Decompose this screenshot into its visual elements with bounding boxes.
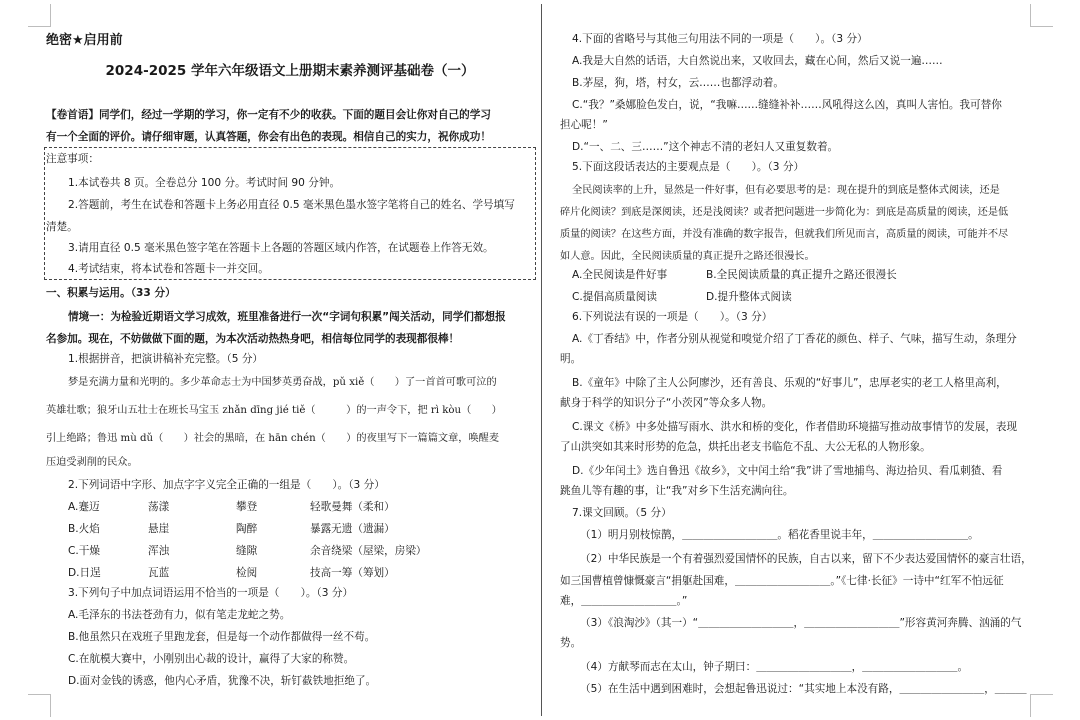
q2-option-word: 陶醉 (236, 523, 258, 535)
notice-line: 2.答题前，考生在试卷和答题卡上务必用直径 0.5 毫米黑色墨水签字笔将自己的姓名、学号填写 (68, 199, 515, 211)
q2-option-word: 暴露无遗（遗漏） (310, 523, 395, 535)
page-title: 2024-2025 学年六年级语文上册期末素养测评基础卷（一） (105, 63, 475, 79)
passage-line: 引上绝路；鲁迅 mù dǔ（ ）社会的黑暗，在 hān chén（ ）的夜里写下一篇篇文章，唤醒麦 (46, 433, 500, 444)
notice-box (44, 147, 536, 280)
q2-option-word: 浑浊 (148, 545, 170, 557)
q2-option-word: 余音绕梁（屋梁，房梁） (310, 545, 427, 557)
scene-line: 情境一：为检验近期语文学习成效，班里准备进行一次“字词句积累”闯关活动，同学们都想报 (68, 311, 506, 323)
q2-option-label: A.蹇迈 (68, 501, 100, 513)
notice-line: 3.请用直径 0.5 毫米黑色签字笔在答题卡上各题的答题区域内作答，在试题卷上作答无效。 (68, 242, 494, 254)
question-stem: 3.下列句子中加点词语运用不恰当的一项是（ ）。（3 分） (68, 587, 354, 599)
section-heading: 一、积累与运用。（33 分） (46, 287, 176, 299)
notice-heading: 注意事项： (46, 153, 99, 165)
column-divider (541, 4, 542, 716)
option-a: A.全民阅读是件好事 (572, 269, 668, 281)
option-d: D.提升整体式阅读 (706, 291, 792, 303)
q6-line: D.《少年闰土》选自鲁迅《故乡》，文中闰土给“我”讲了雪地捕鸟、海边拾贝、看瓜刺猹、看 (572, 465, 1003, 477)
q2-option-word: 攀登 (236, 501, 258, 513)
passage-line: 全民阅读率的上升，显然是一件好事，但有必要思考的是：现在提升的到底是整体式阅读，还是 (572, 185, 1000, 196)
q6-line: 了山洪突如其来时形势的危急，烘托出老支书临危不乱、大公无私的人物形象。 (560, 441, 931, 453)
notice-line: 1.本试卷共 8 页。全卷总分 100 分。考试时间 90 分钟。 (68, 177, 341, 189)
q2-option-word: 缝隙 (236, 545, 258, 557)
q2-option-word: 检阅 (236, 567, 258, 579)
q7-line: （3）《浪淘沙》（其一）“＿＿＿＿＿＿＿＿＿，＿＿＿＿＿＿＿＿＿”形容黄河奔腾、汹涌的气 (580, 617, 1022, 629)
passage-line: 梦是充满力量和光明的。多少革命志士为中国梦英勇奋战，pǔ xiě（ ）了一首首可歌可泣的 (68, 377, 497, 388)
q6-line: 明。 (560, 353, 582, 365)
option-a: A.毛泽东的书法苍劲有力，似有笔走龙蛇之势。 (68, 609, 291, 621)
option-b: B.茅屋，狗，塔，村女，云……也都浮动着。 (572, 77, 784, 89)
option-c-cont: 担心呢！” (560, 119, 608, 131)
question-stem: 4.下面的省略号与其他三句用法不同的一项是（ ）。（3 分） (572, 33, 868, 45)
q6-line: 跳鱼儿等有趣的事，让“我”对乡下生活充满向往。 (560, 485, 794, 497)
passage-line: 压迫受剥削的民众。 (46, 457, 138, 468)
question-stem: 6.下列说法有误的一项是（ ）。（3 分） (572, 311, 773, 323)
notice-line: 清楚。 (46, 221, 78, 233)
option-c: C.提倡高质量阅读 (572, 291, 657, 303)
crop-mark-top-right (1030, 4, 1053, 27)
q6-line: C.课文《桥》中多处描写雨水、洪水和桥的变化，作者借助环境描写推动故事情节的发展，表现 (572, 421, 1018, 433)
crop-mark-top-left (28, 4, 51, 27)
intro-line: 【卷首语】同学们，经过一学期的学习，你一定有不少的收获。下面的题目会让你对自己的学习 (46, 109, 491, 121)
option-b: B.他虽然只在戏班子里跑龙套，但是每一个动作都做得一丝不苟。 (68, 631, 376, 643)
option-c: C.“我？”桑娜脸色发白，说，“我嘛……缝缝补补……风吼得这么凶，真叫人害怕。我可替你 (572, 99, 1002, 111)
passage-line: 英雄壮歌；狼牙山五壮士在班长马宝玉 zhǎn dīng jié tiě（ ）的一声令下，把 rì kòu（ ） (46, 405, 502, 416)
crop-mark-bottom-right (1030, 694, 1053, 717)
q7-line: （4）方献琴而志在太山，钟子期曰：＿＿＿＿＿＿＿＿＿，＿＿＿＿＿＿＿＿＿。 (580, 661, 969, 673)
q2-option-label: B.火焰 (68, 523, 100, 535)
secret-label: 绝密★启用前 (46, 33, 123, 48)
q2-option-word: 荡漾 (148, 501, 170, 513)
option-c: C.在航模大赛中，小刚别出心裁的设计，赢得了大家的称赞。 (68, 653, 355, 665)
q7-line: （2）中华民族是一个有着强烈爱国情怀的民族，自古以来，留下不少表达爱国情怀的豪言壮语， (580, 553, 1032, 565)
q2-option-word: 悬崖 (148, 523, 170, 535)
intro-line: 有一个全面的评价。请仔细审题，认真答题，你会有出色的表现。相信自己的实力，祝你成功！ (46, 131, 491, 143)
crop-mark-bottom-left (28, 694, 51, 717)
passage-line: 如人意。因此，全民阅读质量的真正提升之路还很漫长。 (560, 251, 815, 262)
notice-line: 4.考试结束，将本试卷和答题卡一并交回。 (68, 263, 269, 275)
q7-line: 势。 (560, 637, 582, 649)
option-d: D.“一、二、三……”这个神志不清的老妇人又重复数着。 (572, 141, 839, 153)
option-b: B.全民阅读质量的真正提升之路还很漫长 (706, 269, 897, 281)
q7-line: （1）明月别枝惊鹊，＿＿＿＿＿＿＿＿＿。稻花香里说丰年，＿＿＿＿＿＿＿＿＿。 (580, 529, 979, 541)
q2-option-label: D.日逞 (68, 567, 101, 579)
q2-option-word: 轻歌曼舞（柔和） (310, 501, 395, 513)
q6-line: B.《童年》中除了主人公阿廖沙，还有善良、乐观的“好事儿”，忠厚老实的老工人格里高利， (572, 377, 1007, 389)
question-stem: 5.下面这段话表达的主要观点是（ ）。（3 分） (572, 161, 805, 173)
q6-line: A.《丁香结》中，作者分别从视觉和嗅觉介绍了丁香花的颜色、样子、气味，描写生动，条理分 (572, 333, 1017, 345)
q2-option-label: C.干燥 (68, 545, 100, 557)
scene-line: 名参加。现在，不妨做做下面的题，为本次活动热热身吧，相信每位同学的表现都很棒！ (46, 333, 460, 345)
q2-option-word: 技高一筹（筹划） (310, 567, 395, 579)
option-d: D.面对金钱的诱惑，他内心矛盾，犹豫不决，斩钉截铁地拒绝了。 (68, 675, 377, 687)
q7-line: （5）在生活中遇到困难时，会想起鲁迅说过：“其实地上本没有路，＿＿＿＿＿＿＿＿，＿＿＿ (580, 683, 1027, 695)
q6-line: 献身于科学的知识分子“小茨冈”等众多人物。 (560, 397, 773, 409)
question-stem: 2.下列词语中字形、加点字字义完全正确的一组是（ ）。（3 分） (68, 479, 385, 491)
question-stem: 7.课文回顾。（5 分） (572, 507, 672, 519)
passage-line: 碎片化阅读？到底是深阅读，还是浅阅读？或者把问题进一步简化为：到底是高质量的阅读，还是低 (560, 207, 1009, 218)
q2-option-word: 瓦蓝 (148, 567, 170, 579)
option-a: A.我是大自然的话语，大自然说出来，又收回去，藏在心间，然后又说一遍…… (572, 55, 943, 67)
question-stem: 1.根据拼音，把演讲稿补充完整。（5 分） (68, 353, 264, 365)
passage-line: 质量的阅读？在这些方面，并没有准确的数字报告，但就我们所见而言，高质量的阅读，可能并不尽 (560, 229, 1009, 240)
q7-line: 难，＿＿＿＿＿＿＿＿＿。” (560, 595, 688, 607)
q7-line: 如三国曹植曾慷慨豪言“捐躯赴国难，＿＿＿＿＿＿＿＿＿。”《七律·长征》一诗中“红军不怕远征 (560, 575, 1004, 587)
